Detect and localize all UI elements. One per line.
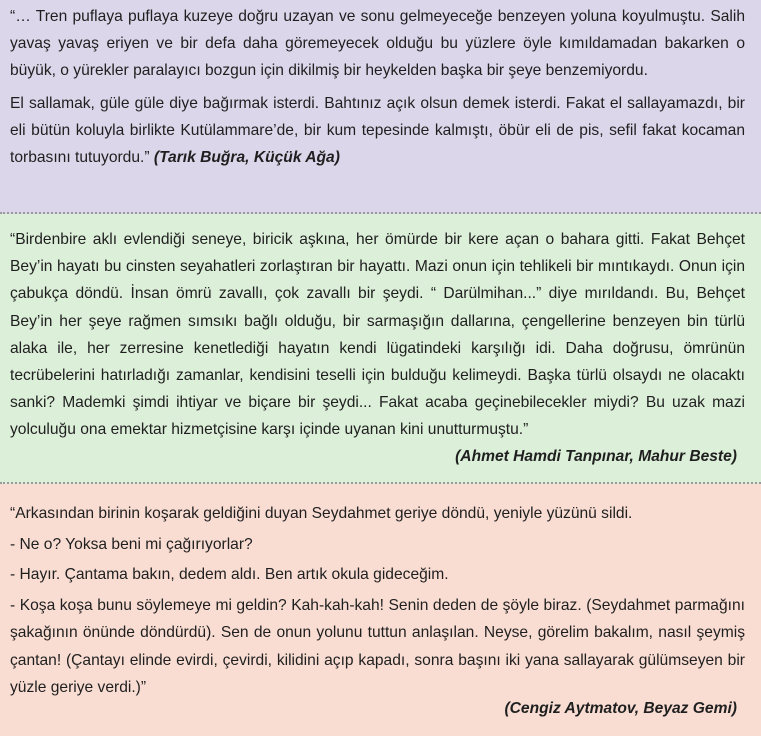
passage-text: El sallamak, güle güle diye bağırmak isterdi. Bahtınız açık olsun demek isterdi. Fakat el sallayamazdı, bir eli bütün koluyla birlikte Kutülammare’de, bir kum tepesinde kalmıştı, öbür eli de pis, sefil fakat kocaman torbasını tutuyordu.” <box>10 94 745 167</box>
dialogue-line: - Ne o? Yoksa beni mi çağırıyorlar? <box>10 535 253 553</box>
passage-paragraph: “Arkasından birinin koşarak geldiğini duyan Seydahmet geriye döndü, yeniyle yüzünü sildi. <box>10 505 633 522</box>
author-attribution: (Tarık Buğra, Küçük Ağa) <box>153 149 340 167</box>
passage-paragraph <box>10 90 745 172</box>
passage-paragraph: “Birdenbire aklı evlendiği seneye, biricik aşkına, her ömürde bir kere açan o bahara gitti. Fakat Behçet Bey’in hayatı bu cinsten seyahatleri zorlaştıran bir hayattı. Mazi onun için tehlikeli bir mıntıkaydı. Onun için çabukça döndü. İnsan ömrü zavallı, çok zavallı bir şeydi. “ Darülmihan...” diye mırıldandı. Bu, Behçet Bey’in her şeye rağmen sımsıkı bağlı olduğu, bir sarmaşığın dallarına, çengellerine benzeyen bin türlü alaka ile, her zerresine kenetlediği hayatın kendi lügatindeki karşılığı idi. Daha doğrusu, ömrünün tecrübelerini hatırladığı zamanlar, kendisini teselli için bulduğu kelimeydi. Başka türlü olsaydı ne olacaktı sanki? Mademki şimdi ihtiyar ve biçare bir şeydi... Fakat acaba geçinebilecekler miydi? Bu uzak mazi yolculuğu ona emektar hizmetçisine karşı içinde uyanan kini unutturmuştu.” <box>10 231 745 439</box>
passage-kucuk-aga <box>0 0 761 214</box>
dialogue-line: - Koşa koşa bunu söylemeye mi geldin? Kah-kah-kah! Senin deden de şöyle biraz. (Seydahmet parmağını şakağının önünde döndürdü). Sen de onun yolunu tuttun anlaşılan. Neyse, görelim bakalım, nasıl şeymiş çantan! (Çantayı elinde evirdi, çevirdi, kilidini açıp kapadı, sonra başını iki yana sallayarak gülümseyen bir yüzle geriye verdi.)” <box>10 597 745 696</box>
passage-beyaz-gemi <box>0 484 761 736</box>
author-attribution: (Ahmet Hamdi Tanpınar, Mahur Beste) <box>455 447 737 465</box>
author-attribution: (Cengiz Aytmatov, Beyaz Gemi) <box>504 699 737 717</box>
dialogue-line: - Hayır. Çantama bakın, dedem aldı. Ben artık okula gideceğim. <box>10 566 449 584</box>
passage-mahur-beste <box>0 214 761 484</box>
passage-paragraph: “… Tren puflaya puflaya kuzeye doğru uzayan ve sonu gelmeyeceğe benzeyen yoluna koyulmuştu. Salih yavaş yavaş eriyen ve bir defa daha göremeyecek olduğu bu yüzlere öyle kımıldamadan bakarken o büyük, o yürekler paralayıcı bozgun için dikilmiş bir heykelden başka bir şeye benzemiyordu. <box>10 8 745 80</box>
